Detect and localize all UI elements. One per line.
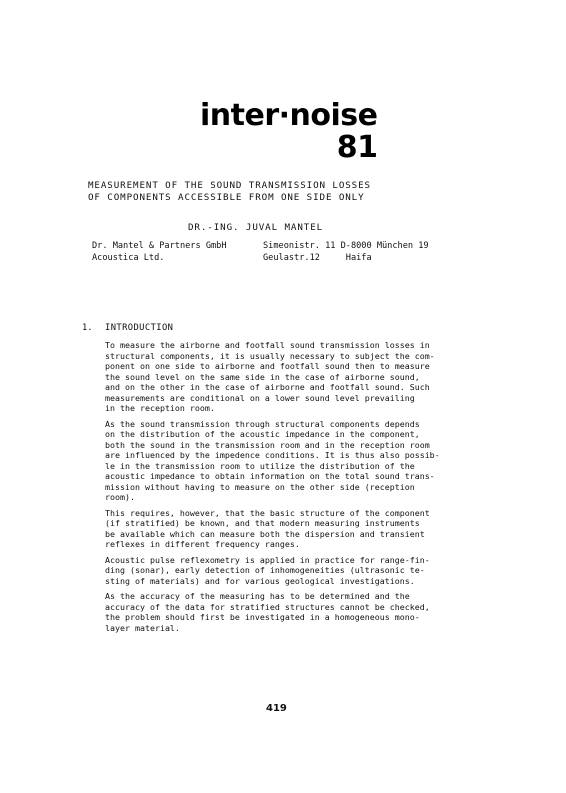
author: DR.-ING. JUVAL MANTEL [188,222,324,233]
paragraph: Acoustic pulse reflexometry is applied in practice for range-fin- ding (sonar), early detection of inhomogeneities (ultrasonic te- sting of materials) and for various geological investigations. [105,554,430,586]
title-line-1: MEASUREMENT OF THE SOUND TRANSMISSION LOSSES [88,180,371,191]
logo-text: inter·noise [200,98,378,133]
body-text [105,340,487,638]
page-number: 419 [266,703,287,714]
paragraph: As the accuracy of the measuring has to be determined and the accuracy of the data for stratified structures cannot be checked, the problem should first be investigated in a homogeneous mono- layer material. [105,591,430,633]
affiliation-2: Acoustica Ltd. [92,253,165,263]
address-2: Geulastr.12 Haifa [263,253,372,263]
section-number: 1. [82,323,93,333]
paper-title [88,180,371,204]
paragraph: This requires, however, that the basic structure of the component (if stratified) be known, and that modern measuring instruments be available which can measure both the dispersion and transient reflexes in different frequency ranges. [105,507,430,549]
paragraph: As the sound transmission through structural components depends on the distribution of the acoustic impedance in the component, both the sound in the transmission room and in the reception room are influenced by the impedence conditions. It is thus also possib- le in the transmission room to utilize the distribution of the acoustic impedance to obtain information on the total sound trans- mission without having to measure on the other side (reception room). [105,418,440,502]
paragraph: To measure the airborne and footfall sound transmission losses in structural components, it is usually necessary to subject the com- ponent on one side to airborne and footfall sound then to measure the sound level on the same side in the case of airborne sound, and on the other in the case of airborne and footfall sound. Such measurements are conditional on a lower sound level prevailing in the reception room. [105,340,435,413]
affiliation-addresses [263,240,429,264]
conference-logo [200,100,377,164]
address-1: Simeonistr. 11 D-8000 München 19 [263,241,429,251]
title-line-2: OF COMPONENTS ACCESSIBLE FROM ONE SIDE ONLY [88,192,365,203]
affiliation-names [92,240,227,264]
logo-year: 81 [336,130,378,165]
section-title: INTRODUCTION [105,323,174,333]
affiliation-1: Dr. Mantel & Partners GmbH [92,241,227,251]
